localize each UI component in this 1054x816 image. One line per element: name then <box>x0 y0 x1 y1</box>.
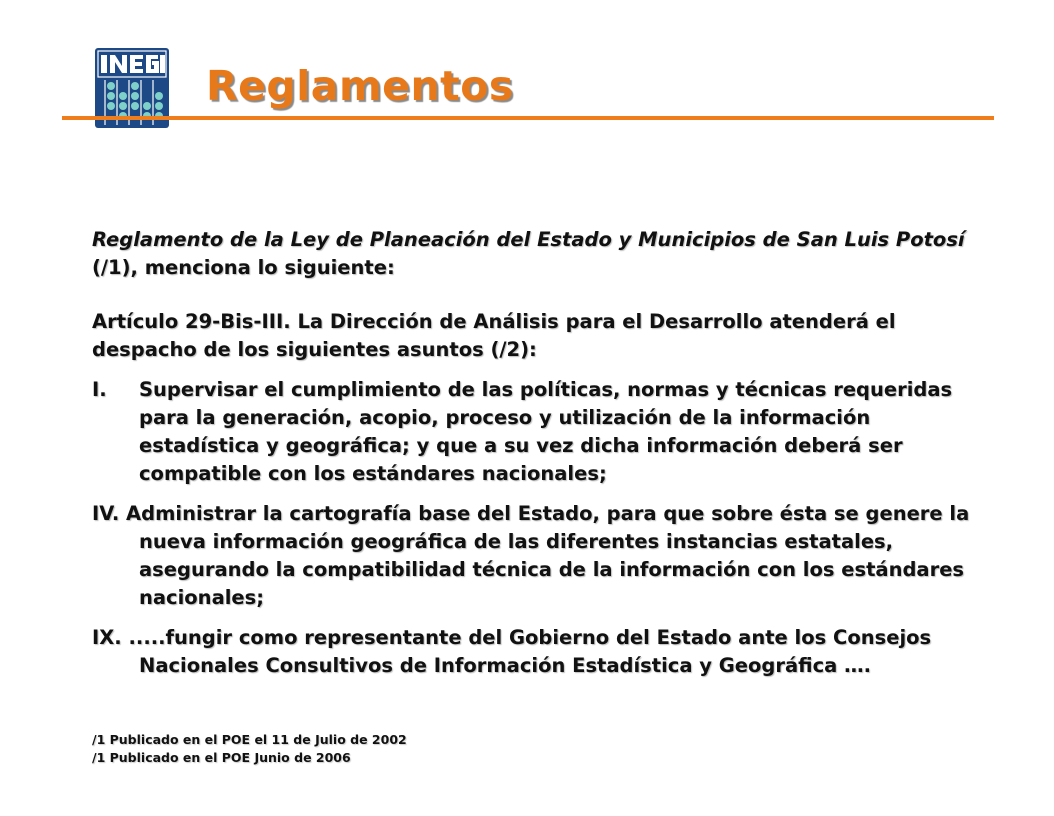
item-text: Supervisar el cumplimiento de las políticas, normas y técnicas requeridas para la generación, acopio, proceso y utilización de la información estadística y geográfica; y que a su vez dicha información deberá ser compatible con los estándares nacionales; <box>139 378 953 485</box>
list-item <box>92 500 972 612</box>
article-heading: Artículo 29-Bis-III. La Dirección de Análisis para el Desarrollo atenderá el despacho de los siguientes asuntos (/2): <box>92 310 896 361</box>
regulation-text <box>92 226 972 680</box>
list-item <box>92 376 972 488</box>
item-number: IV. <box>92 502 120 525</box>
list-item <box>92 624 972 680</box>
footnote: /1 Publicado en el POE el 11 de Julio de 2002 <box>92 732 407 747</box>
page-title: Reglamentos <box>206 62 514 110</box>
item-text: .....fungir como representante del Gobierno del Estado ante los Consejos Nacionales Consultivos de Información Estadística y Geográfica …. <box>128 626 932 677</box>
item-text: Administrar la cartografía base del Estado, para que sobre ésta se genere la nueva información geográfica de las diferentes instancias estatales, asegurando la compatibilidad técnica de la información con los estándares nacionales; <box>126 502 970 609</box>
regulation-note: (/1), menciona lo siguiente: <box>92 256 395 279</box>
footnotes <box>92 731 407 767</box>
title-divider <box>62 116 994 120</box>
item-number: IX. <box>92 626 122 649</box>
regulation-title: Reglamento de la Ley de Planeación del Estado y Municipios de San Luis Potosí <box>92 228 965 251</box>
footnote: /1 Publicado en el POE Junio de 2006 <box>92 750 351 765</box>
item-number: I. <box>92 378 107 401</box>
intro-paragraph <box>92 226 972 282</box>
